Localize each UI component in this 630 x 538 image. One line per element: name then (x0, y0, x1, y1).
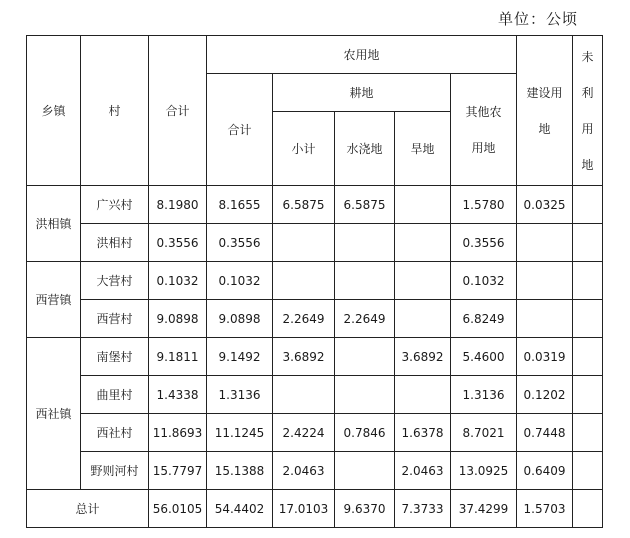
dryland-cell (395, 376, 451, 414)
village-cell: 西营村 (81, 300, 149, 338)
agri-total-cell: 9.0898 (207, 300, 273, 338)
construction-cell (517, 262, 573, 300)
total-cell: 9.0898 (149, 300, 207, 338)
other-agri-cell: 5.4600 (451, 338, 517, 376)
agri-total-cell: 0.3556 (207, 224, 273, 262)
other-agri-cell: 0.3556 (451, 224, 517, 262)
header-agricultural-land: 农用地 (207, 36, 517, 74)
total-cell: 9.1811 (149, 338, 207, 376)
agri-total-cell: 1.3136 (207, 376, 273, 414)
village-cell: 西社村 (81, 414, 149, 452)
header-other-agri-line2: 用地 (471, 140, 496, 155)
other-agri-cell: 1.3136 (451, 376, 517, 414)
dryland-cell (395, 262, 451, 300)
village-cell: 广兴村 (81, 186, 149, 224)
header-other-agri-line1: 其他农 (465, 104, 502, 119)
unused-cell (573, 414, 603, 452)
subtotal-cell: 6.5875 (273, 186, 335, 224)
other-agri-cell: 8.7021 (451, 414, 517, 452)
construction-cell (517, 300, 573, 338)
grand-irrigated-cell: 9.6370 (335, 490, 395, 528)
unused-cell (573, 262, 603, 300)
irrigated-cell: 0.7846 (335, 414, 395, 452)
table-row (27, 300, 603, 338)
agri-total-cell: 0.1032 (207, 262, 273, 300)
dryland-cell (395, 300, 451, 338)
total-cell: 0.1032 (149, 262, 207, 300)
grand-total-row (27, 490, 603, 528)
irrigated-cell: 2.2649 (335, 300, 395, 338)
subtotal-cell: 2.4224 (273, 414, 335, 452)
subtotal-cell: 2.2649 (273, 300, 335, 338)
grand-total-label: 总计 (27, 490, 149, 528)
header-irrigated: 水浇地 (335, 112, 395, 186)
construction-cell: 0.1202 (517, 376, 573, 414)
header-arable-land: 耕地 (273, 74, 451, 112)
agri-total-cell: 15.1388 (207, 452, 273, 490)
agri-total-cell: 8.1655 (207, 186, 273, 224)
irrigated-cell (335, 224, 395, 262)
township-cell: 西社镇 (27, 338, 81, 490)
total-cell: 8.1980 (149, 186, 207, 224)
table-row (27, 186, 603, 224)
dryland-cell: 3.6892 (395, 338, 451, 376)
table-row (27, 262, 603, 300)
other-agri-cell: 13.0925 (451, 452, 517, 490)
total-cell: 11.8693 (149, 414, 207, 452)
total-cell: 1.4338 (149, 376, 207, 414)
other-agri-cell: 0.1032 (451, 262, 517, 300)
irrigated-cell (335, 376, 395, 414)
unused-cell (573, 376, 603, 414)
construction-cell: 0.0325 (517, 186, 573, 224)
grand-other-agri-cell: 37.4299 (451, 490, 517, 528)
dryland-cell: 2.0463 (395, 452, 451, 490)
irrigated-cell (335, 452, 395, 490)
table-row (27, 414, 603, 452)
table-row (27, 338, 603, 376)
village-cell: 大营村 (81, 262, 149, 300)
other-agri-cell: 1.5780 (451, 186, 517, 224)
dryland-cell (395, 224, 451, 262)
land-use-table (26, 35, 603, 528)
table-row (27, 376, 603, 414)
unused-cell (573, 186, 603, 224)
irrigated-cell: 6.5875 (335, 186, 395, 224)
header-other-agri-land (451, 74, 517, 186)
header-agri-total: 合计 (207, 74, 273, 186)
village-cell: 洪相村 (81, 224, 149, 262)
dryland-cell (395, 186, 451, 224)
construction-cell: 0.6409 (517, 452, 573, 490)
header-unused-char-1: 未 (581, 49, 594, 64)
subtotal-cell: 2.0463 (273, 452, 335, 490)
unused-cell (573, 224, 603, 262)
grand-subtotal-cell: 17.0103 (273, 490, 335, 528)
header-dryland: 旱地 (395, 112, 451, 186)
header-unused-char-2: 利 (581, 85, 594, 100)
unit-label: 单位：公顷 (498, 10, 579, 28)
header-total: 合计 (149, 36, 207, 186)
village-cell: 南堡村 (81, 338, 149, 376)
unused-cell (573, 452, 603, 490)
unused-cell (573, 300, 603, 338)
table-row (27, 224, 603, 262)
header-township: 乡镇 (27, 36, 81, 186)
grand-agri-total-cell: 54.4402 (207, 490, 273, 528)
header-construction-line1: 建设用 (526, 85, 563, 100)
header-construction-land (517, 36, 573, 186)
township-cell: 洪相镇 (27, 186, 81, 262)
subtotal-cell (273, 224, 335, 262)
total-cell: 15.7797 (149, 452, 207, 490)
header-subtotal: 小计 (273, 112, 335, 186)
village-cell: 曲里村 (81, 376, 149, 414)
village-cell: 野则河村 (81, 452, 149, 490)
agri-total-cell: 11.1245 (207, 414, 273, 452)
header-unused-land (573, 36, 603, 186)
construction-cell: 0.7448 (517, 414, 573, 452)
header-construction-line2: 地 (538, 121, 551, 136)
header-village: 村 (81, 36, 149, 186)
grand-unused-cell (573, 490, 603, 528)
total-cell: 0.3556 (149, 224, 207, 262)
subtotal-cell: 3.6892 (273, 338, 335, 376)
grand-dryland-cell: 7.3733 (395, 490, 451, 528)
subtotal-cell (273, 376, 335, 414)
header-unused-char-4: 地 (581, 157, 594, 172)
table-row (27, 452, 603, 490)
header-unused-char-3: 用 (581, 121, 594, 136)
unused-cell (573, 338, 603, 376)
irrigated-cell (335, 262, 395, 300)
dryland-cell: 1.6378 (395, 414, 451, 452)
other-agri-cell: 6.8249 (451, 300, 517, 338)
subtotal-cell (273, 262, 335, 300)
irrigated-cell (335, 338, 395, 376)
agri-total-cell: 9.1492 (207, 338, 273, 376)
grand-construction-cell: 1.5703 (517, 490, 573, 528)
grand-total-cell: 56.0105 (149, 490, 207, 528)
construction-cell: 0.0319 (517, 338, 573, 376)
construction-cell (517, 224, 573, 262)
township-cell: 西营镇 (27, 262, 81, 338)
